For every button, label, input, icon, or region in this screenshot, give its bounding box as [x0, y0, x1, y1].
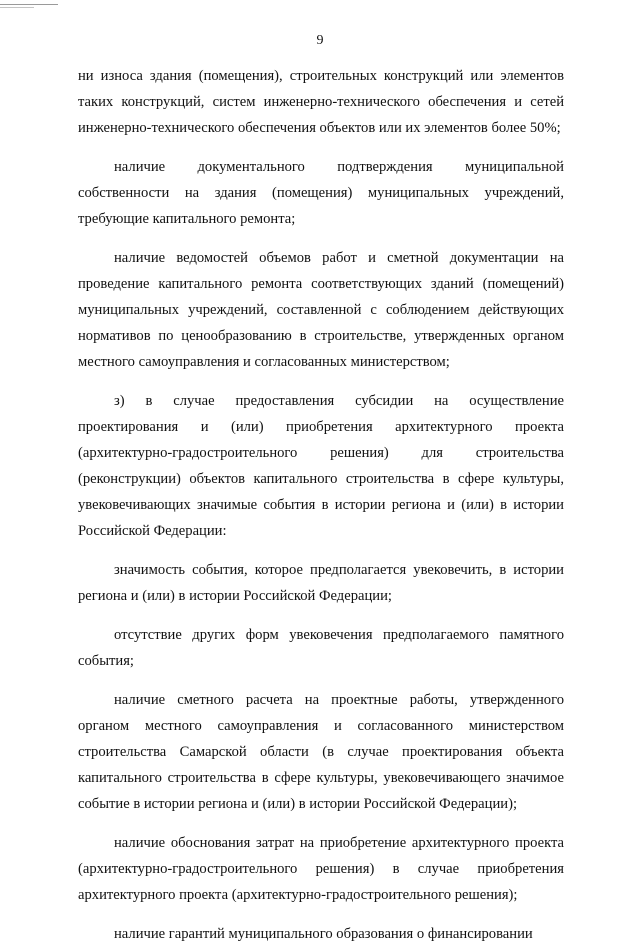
paragraph-continuation: ни износа здания (помещения), строительных конструкций или элементов таких конструкций, систем инженерно-технического обеспечения и сетей инженерно-технического обеспечения объектов или их элементов более 50%;: [78, 68, 564, 136]
paragraph-work-statements: наличие ведомостей объемов работ и сметной документации на проведение капитального ремонта соответствующих зданий (помещений) муниципальных учреждений, составленной с соблюдением действующих нормативов по ценообразованию в строительстве, утвержденных органом местного самоуправления и согласованных министерством;: [78, 250, 564, 370]
paragraph-no-other-forms: отсутствие других форм увековечения предполагаемого памятного события;: [78, 627, 564, 669]
scan-edge-mark: [0, 7, 34, 8]
paragraph-cost-justification: наличие обоснования затрат на приобретение архитектурного проекта (архитектурно-градостроительного решения) в случае приобретения архитектурного проекта (архитектурно-градостроительного решения);: [78, 835, 564, 903]
paragraph-event-significance: значимость события, которое предполагается увековечить, в истории региона и (или) в истории Российской Федерации;: [78, 562, 564, 604]
paragraph-estimate: наличие сметного расчета на проектные работы, утвержденного органом местного самоуправления и согласованного министерством строительства Самарской области (в случае проектирования объекта капитального строительства в сфере культуры, увековечивающего значимое событие в истории региона и (или) в истории Российской Федерации);: [78, 692, 564, 812]
paragraph-guarantees: наличие гарантий муниципального образования о финансировании: [114, 926, 533, 942]
page-number: 9: [316, 33, 324, 48]
scan-edge-mark: [0, 4, 58, 5]
document-body: [78, 63, 564, 947]
paragraph-ownership-confirmation: наличие документального подтверждения муниципальной собственности на здания (помещения) муниципальных учреждений, требующие капитального ремонта;: [78, 159, 564, 227]
paragraph-subsidy-design: з) в случае предоставления субсидии на осуществление проектирования и (или) приобретения архитектурного проекта (архитектурно-градостроительного решения) для строительства (реконструкции) объектов капитального строительства в сфере культуры, увековечивающих значимые события в истории региона и (или) в истории Российской Федерации:: [78, 393, 564, 539]
